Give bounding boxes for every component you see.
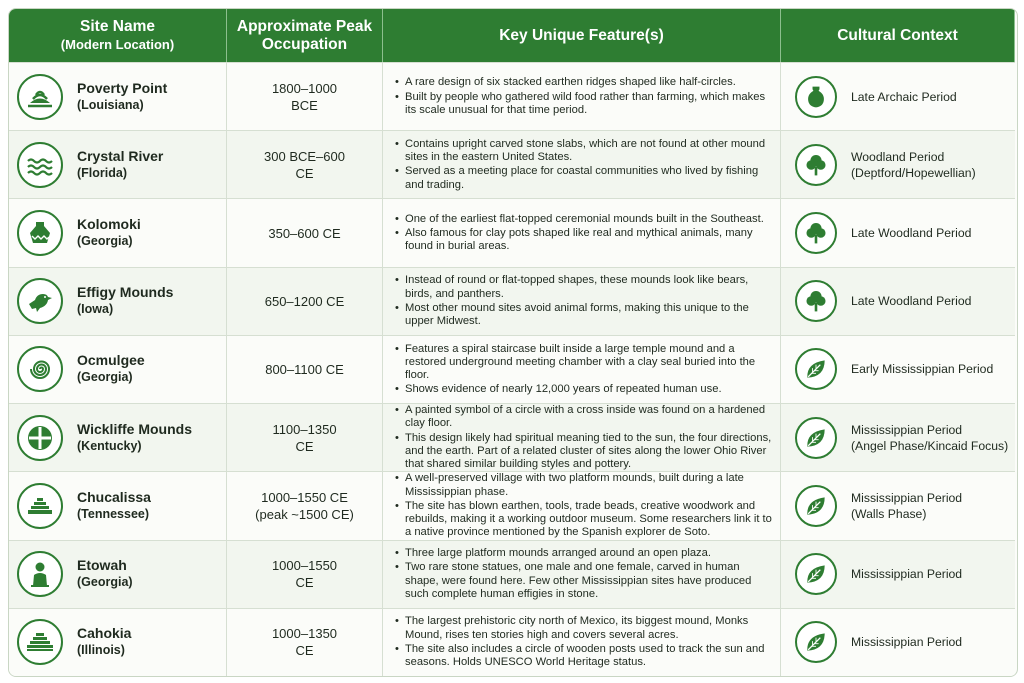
site-name: Kolomoki: [77, 216, 141, 233]
occupation-line1: 1800–1000: [271, 80, 338, 96]
context-line2: (Deptford/Hopewellian): [851, 165, 976, 180]
header-feature-label: Key Unique Feature(s): [499, 26, 664, 44]
feature-item: • The site has blown earthen, tools, trade beads, creative woodwork and rebuilds, making it a working outdoor museum. Some researchers link it to a native province mentioned by the Spanish explorer de Soto.: [405, 500, 772, 540]
header-feature: [383, 9, 781, 62]
occupation-line2: CE: [295, 643, 314, 659]
context-cell: [781, 403, 1015, 471]
site-location: (Tennessee): [77, 506, 150, 521]
occupation-line1: 650–1200 CE: [264, 293, 345, 309]
feature-cell: [383, 608, 781, 676]
occupation-line2: CE: [295, 165, 314, 181]
feature-item: • Shows evidence of nearly 12,000 years of repeated human use.: [405, 383, 772, 396]
stone-statue-icon: [17, 551, 63, 597]
site-location: (Kentucky): [77, 438, 142, 453]
site-cell: [9, 130, 227, 198]
feature-item: • One of the earliest flat-topped ceremonial mounds built in the Southeast.: [405, 213, 772, 226]
feature-cell: [383, 540, 781, 608]
water-waves-icon: [17, 142, 63, 188]
platform-mound-icon: [17, 483, 63, 529]
sites-table: [8, 8, 1018, 677]
context-line1: Late Woodland Period: [851, 226, 972, 241]
mound-ridges-icon: [17, 74, 63, 120]
feature-item: • Most other mound sites avoid animal forms, making this unique to the upper Midwest.: [405, 302, 772, 328]
occupation-cell: [227, 267, 383, 335]
site-name: Crystal River: [77, 147, 164, 164]
context-line1: Early Mississippian Period: [851, 362, 994, 377]
feature-list: [393, 273, 772, 329]
feature-item: • Three large platform mounds arranged around an open plaza.: [405, 547, 772, 560]
occupation-cell: [227, 62, 383, 130]
leaf-icon: [795, 348, 837, 390]
feature-list: [393, 614, 772, 670]
occupation-cell: [227, 471, 383, 539]
occupation-line1: 1000–1550 CE: [261, 489, 348, 505]
leaf-icon: [795, 553, 837, 595]
occupation-line1: 350–600 CE: [268, 225, 341, 241]
occupation-line1: 300 BCE–600: [264, 148, 345, 164]
feature-item: • This design likely had spiritual meaning tied to the sun, the four directions, and the earth. Part of a related cluster of sites along the lower Ohio River that shared similar building styles and pottery.: [405, 432, 772, 472]
site-name: Wickliffe Mounds: [77, 420, 192, 437]
feature-list: [393, 546, 772, 602]
context-line2: (Angel Phase/Kincaid Focus): [851, 438, 1009, 453]
context-cell: [781, 130, 1015, 198]
site-location: (Illinois): [77, 643, 125, 658]
feature-item: • The site also includes a circle of wooden posts used to track the sun and seasons. Holds UNESCO World Heritage status.: [405, 643, 772, 669]
context-cell: [781, 540, 1015, 608]
feature-item: • A painted symbol of a circle with a cross inside was found on a hardened clay floor.: [405, 404, 772, 430]
tree-icon: [795, 144, 837, 186]
feature-item: • Also famous for clay pots shaped like real and mythical animals, many found in burial areas.: [405, 227, 772, 253]
header-context: [781, 9, 1015, 62]
context-cell: [781, 335, 1015, 403]
occupation-line2: CE: [295, 575, 314, 591]
occupation-cell: [227, 540, 383, 608]
context-line1: Mississippian Period: [851, 635, 963, 650]
feature-item: • Served as a meeting place for coastal communities who lived by fishing and trading.: [405, 165, 772, 191]
site-cell: [9, 198, 227, 266]
spiral-icon: [17, 346, 63, 392]
feature-cell: [383, 198, 781, 266]
context-line1: Mississippian Period: [851, 567, 963, 582]
context-cell: [781, 608, 1015, 676]
site-cell: [9, 403, 227, 471]
header-occupation: [227, 9, 383, 62]
context-cell: [781, 198, 1015, 266]
site-location: (Georgia): [77, 234, 133, 249]
context-line1: Woodland Period: [851, 149, 945, 164]
header-site-name-label: Site Name: [80, 17, 155, 35]
feature-list: [393, 212, 772, 255]
tree-icon: [795, 212, 837, 254]
tree-icon: [795, 280, 837, 322]
feature-cell: [383, 403, 781, 471]
site-cell: [9, 540, 227, 608]
leaf-icon: [795, 417, 837, 459]
pottery-vessel-icon: [795, 76, 837, 118]
site-name: Chucalissa: [77, 488, 151, 505]
context-line1: Mississippian Period: [851, 422, 963, 437]
site-name: Effigy Mounds: [77, 284, 174, 301]
circle-cross-icon: [17, 415, 63, 461]
site-location: (Iowa): [77, 302, 114, 317]
context-cell: [781, 267, 1015, 335]
table-grid: [9, 9, 1017, 676]
occupation-line1: 800–1100 CE: [265, 361, 344, 377]
stepped-mound-icon: [17, 619, 63, 665]
feature-item: • Features a spiral staircase built inside a large temple mound and a restored underground meeting chamber with a clay seal buried into the floor.: [405, 343, 772, 383]
site-name: Poverty Point: [77, 79, 168, 96]
site-name: Ocmulgee: [77, 352, 145, 369]
clay-pot-icon: [17, 210, 63, 256]
context-line1: Late Woodland Period: [851, 294, 972, 309]
context-line1: Late Archaic Period: [851, 89, 957, 104]
occupation-line2: (peak ~1500 CE): [255, 506, 354, 522]
feature-item: • Contains upright carved stone slabs, which are not found at other mound sites in the eastern United States.: [405, 138, 772, 164]
feature-item: • A well-preserved village with two platform mounds, built during a late Mississippian phase.: [405, 472, 772, 498]
site-location: (Louisiana): [77, 97, 144, 112]
feature-cell: [383, 335, 781, 403]
feature-item: • The largest prehistoric city north of Mexico, its biggest mound, Monks Mound, rises ten stories high and covers several acres.: [405, 615, 772, 641]
feature-cell: [383, 267, 781, 335]
feature-item: • Instead of round or flat-topped shapes, these mounds look like bears, birds, and panthers.: [405, 274, 772, 300]
context-line2: (Walls Phase): [851, 506, 927, 521]
header-site-name: [9, 9, 227, 62]
feature-list: [393, 137, 772, 193]
feature-item: • Two rare stone statues, one male and one female, carved in human shape, were found here. Few other Mississippian sites have produced such complete human effigies in stone.: [405, 561, 772, 601]
site-name: Etowah: [77, 557, 127, 574]
header-context-label: Cultural Context: [837, 26, 958, 44]
site-location: (Florida): [77, 165, 127, 180]
feature-list: [393, 75, 772, 118]
context-cell: [781, 62, 1015, 130]
occupation-cell: [227, 608, 383, 676]
feature-list: [393, 471, 772, 539]
site-name: Cahokia: [77, 625, 132, 642]
context-line1: Mississippian Period: [851, 490, 963, 505]
occupation-cell: [227, 198, 383, 266]
leaf-icon: [795, 621, 837, 663]
occupation-line1: 1000–1350: [271, 626, 338, 642]
occupation-cell: [227, 130, 383, 198]
occupation-line2: BCE: [291, 97, 318, 113]
site-location: (Georgia): [77, 575, 133, 590]
site-cell: [9, 62, 227, 130]
occupation-line2: CE: [295, 438, 314, 454]
feature-item: • Built by people who gathered wild food rather than farming, which makes its scale unusual for that time period.: [405, 91, 772, 117]
header-site-name-sub: (Modern Location): [60, 36, 175, 52]
feature-cell: [383, 62, 781, 130]
context-cell: [781, 471, 1015, 539]
feature-cell: [383, 471, 781, 539]
leaf-icon: [795, 485, 837, 527]
occupation-line1: 1000–1550: [271, 558, 338, 574]
occupation-line1: 1100–1350: [272, 421, 337, 437]
occupation-cell: [227, 335, 383, 403]
feature-item: • A rare design of six stacked earthen ridges shaped like half-circles.: [405, 76, 772, 89]
site-cell: [9, 335, 227, 403]
site-location: (Georgia): [77, 370, 133, 385]
header-occupation-line2: Occupation: [261, 35, 348, 53]
header-occupation-line1: Approximate Peak: [236, 17, 373, 35]
feature-cell: [383, 130, 781, 198]
site-cell: [9, 267, 227, 335]
site-cell: [9, 471, 227, 539]
occupation-cell: [227, 403, 383, 471]
site-cell: [9, 608, 227, 676]
feature-list: [393, 403, 772, 471]
feature-list: [393, 342, 772, 398]
bird-icon: [17, 278, 63, 324]
